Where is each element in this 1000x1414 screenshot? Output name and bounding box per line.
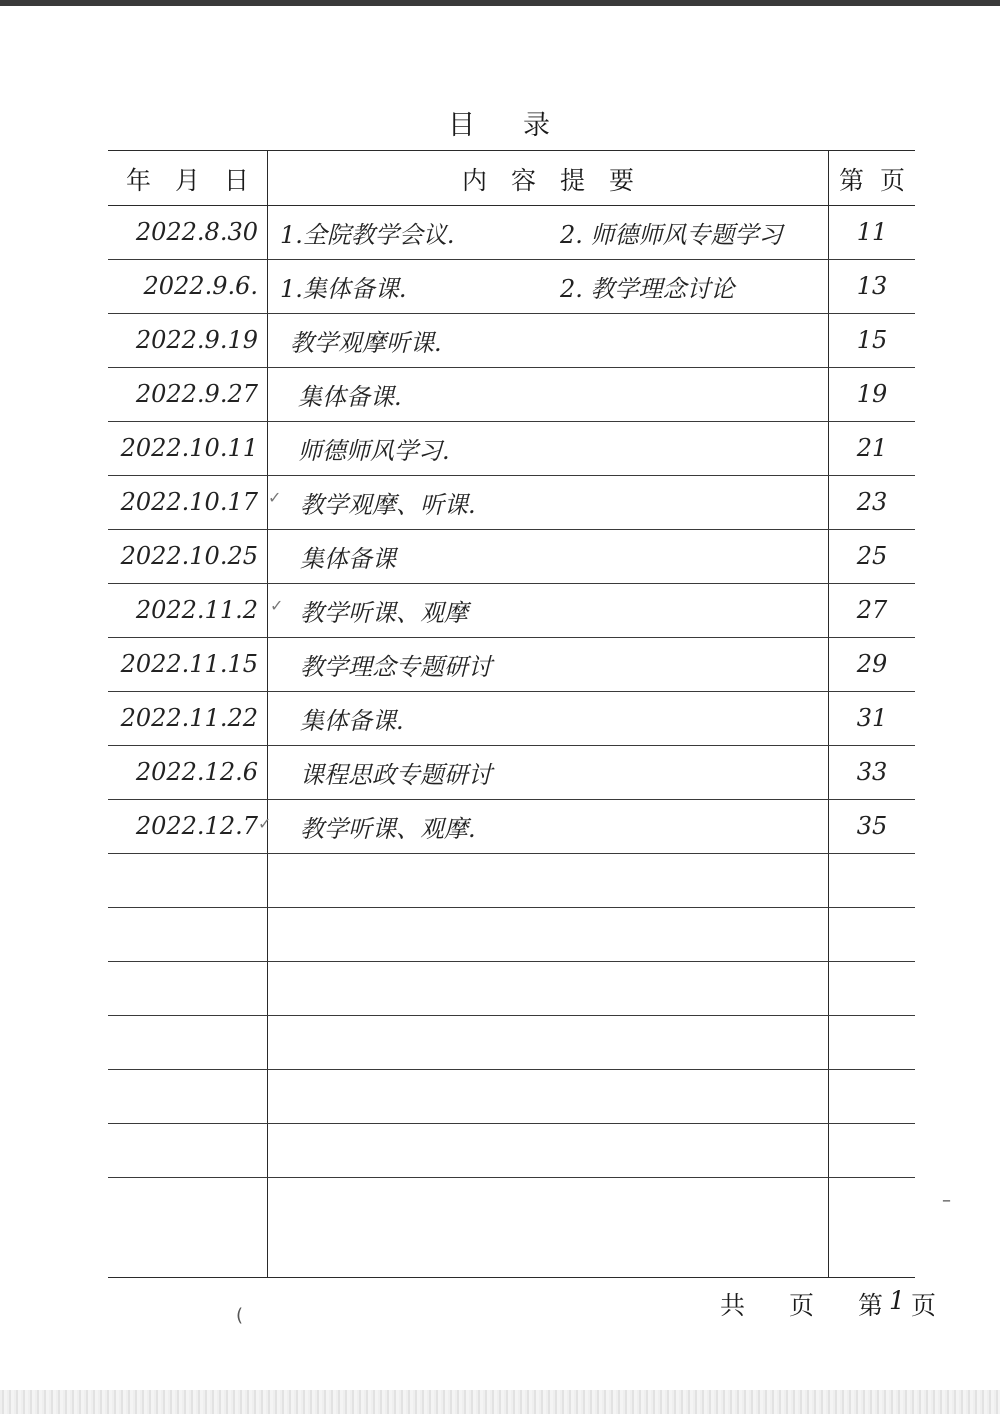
stray-mark: ( xyxy=(236,1305,244,1326)
row-page: 19 xyxy=(856,380,888,408)
row-line xyxy=(108,745,915,746)
row-line xyxy=(108,691,915,692)
row-page: 15 xyxy=(856,326,888,354)
row-date: 2022.10.17 xyxy=(120,488,258,516)
table-bottom-border xyxy=(108,1277,915,1278)
row-date: 2022.11.22 xyxy=(120,704,258,732)
row-page: 35 xyxy=(856,812,888,840)
row-content-item: 教学听课、观摩 xyxy=(300,598,468,627)
header-date-day: 日 xyxy=(224,166,250,195)
row-page: 21 xyxy=(856,434,888,462)
row-date: 2022.9.19 xyxy=(135,326,258,354)
toc-table xyxy=(108,150,915,1277)
header-content xyxy=(268,150,828,208)
row-page: 13 xyxy=(856,272,888,300)
row-line xyxy=(108,313,915,314)
row-content-item: 教学观摩、听课. xyxy=(300,490,476,519)
row-date: 2022.11.15 xyxy=(120,650,258,678)
row-content xyxy=(300,477,820,527)
header-content-char: 提 xyxy=(560,166,586,195)
row-date: 2022.10.25 xyxy=(120,542,258,570)
row-page: 23 xyxy=(856,488,888,516)
stray-mark: – xyxy=(942,1190,951,1211)
row-content-item: 教学理念专题研讨 xyxy=(300,652,492,681)
row-content-item: 1.集体备课. xyxy=(280,274,407,303)
row-content xyxy=(300,531,820,581)
row-content-item: 课程思政专题研讨 xyxy=(300,760,492,789)
row-line xyxy=(108,637,915,638)
row-date: 2022.8.30 xyxy=(135,218,258,246)
row-page: 25 xyxy=(856,542,888,570)
header-content-char: 内 xyxy=(461,166,487,195)
row-page: 29 xyxy=(856,650,888,678)
tick-mark: ✓ xyxy=(270,596,284,615)
scan-bottom-edge xyxy=(0,1390,1000,1414)
header-page-char: 页 xyxy=(880,166,906,195)
row-content-item: 集体备课 xyxy=(300,544,396,573)
row-line xyxy=(108,529,915,530)
row-content xyxy=(300,639,820,689)
row-content-item: 集体备课. xyxy=(298,382,402,411)
row-date: 2022.12.6 xyxy=(135,758,258,786)
row-page: 27 xyxy=(856,596,888,624)
row-page: 11 xyxy=(856,218,888,246)
row-line xyxy=(108,583,915,584)
row-content xyxy=(280,261,820,311)
row-date: 2022.11.2 xyxy=(135,596,258,624)
header-date-year: 年 xyxy=(125,166,151,195)
row-content xyxy=(298,423,818,473)
row-line xyxy=(108,1123,915,1124)
column-divider-date xyxy=(267,150,268,1277)
row-line xyxy=(108,907,915,908)
row-line xyxy=(108,259,915,260)
footer-page-unit: 页 xyxy=(789,1291,815,1320)
row-content xyxy=(300,801,820,851)
header-page-char: 第 xyxy=(838,166,864,195)
footer-page-number: 1 xyxy=(889,1286,905,1315)
row-line xyxy=(108,1015,915,1016)
header-content-char: 容 xyxy=(510,166,536,195)
title-char-1: 目 xyxy=(448,110,477,141)
row-line xyxy=(108,475,915,476)
row-content-item: 教学听课、观摩. xyxy=(300,814,476,843)
header-content-char: 要 xyxy=(609,166,635,195)
row-content-item: 2. 教学理念讨论 xyxy=(560,274,735,303)
row-content-item: 教学观摩听课. xyxy=(290,328,442,357)
row-content xyxy=(290,315,820,365)
row-line xyxy=(108,367,915,368)
row-line xyxy=(108,1069,915,1070)
row-date: 2022.9.27 xyxy=(135,380,258,408)
row-page: 31 xyxy=(856,704,888,732)
header-page xyxy=(829,150,915,208)
row-content-item: 2. 师德师风专题学习 xyxy=(560,220,783,249)
row-content xyxy=(280,207,820,257)
tick-mark: ✓ xyxy=(258,814,272,833)
row-content-item: 1.全院教学会议. xyxy=(280,220,455,249)
footer-page-suffix: 页 xyxy=(910,1291,936,1320)
footer-page-prefix: 第 xyxy=(858,1291,884,1320)
row-line xyxy=(108,421,915,422)
row-content xyxy=(300,693,820,743)
row-line xyxy=(108,799,915,800)
page-footer xyxy=(720,1286,936,1322)
page-title xyxy=(0,103,1000,142)
row-content-item: 师德师风学习. xyxy=(298,436,450,465)
title-char-2: 录 xyxy=(523,110,552,141)
row-content xyxy=(300,747,820,797)
row-date: 2022.9.6. xyxy=(143,272,258,300)
row-date: 2022.12.7 xyxy=(135,812,258,840)
row-line xyxy=(108,853,915,854)
row-page: 33 xyxy=(856,758,888,786)
row-content-item: 集体备课. xyxy=(300,706,404,735)
footer-total-label: 共 xyxy=(720,1291,746,1320)
row-content xyxy=(298,369,818,419)
scan-top-edge xyxy=(0,0,1000,6)
row-line xyxy=(108,961,915,962)
header-date-month: 月 xyxy=(174,166,200,195)
row-line xyxy=(108,1177,915,1178)
header-date xyxy=(108,150,267,208)
tick-mark: ✓ xyxy=(268,488,282,507)
row-date: 2022.10.11 xyxy=(120,434,258,462)
row-content xyxy=(300,585,820,635)
